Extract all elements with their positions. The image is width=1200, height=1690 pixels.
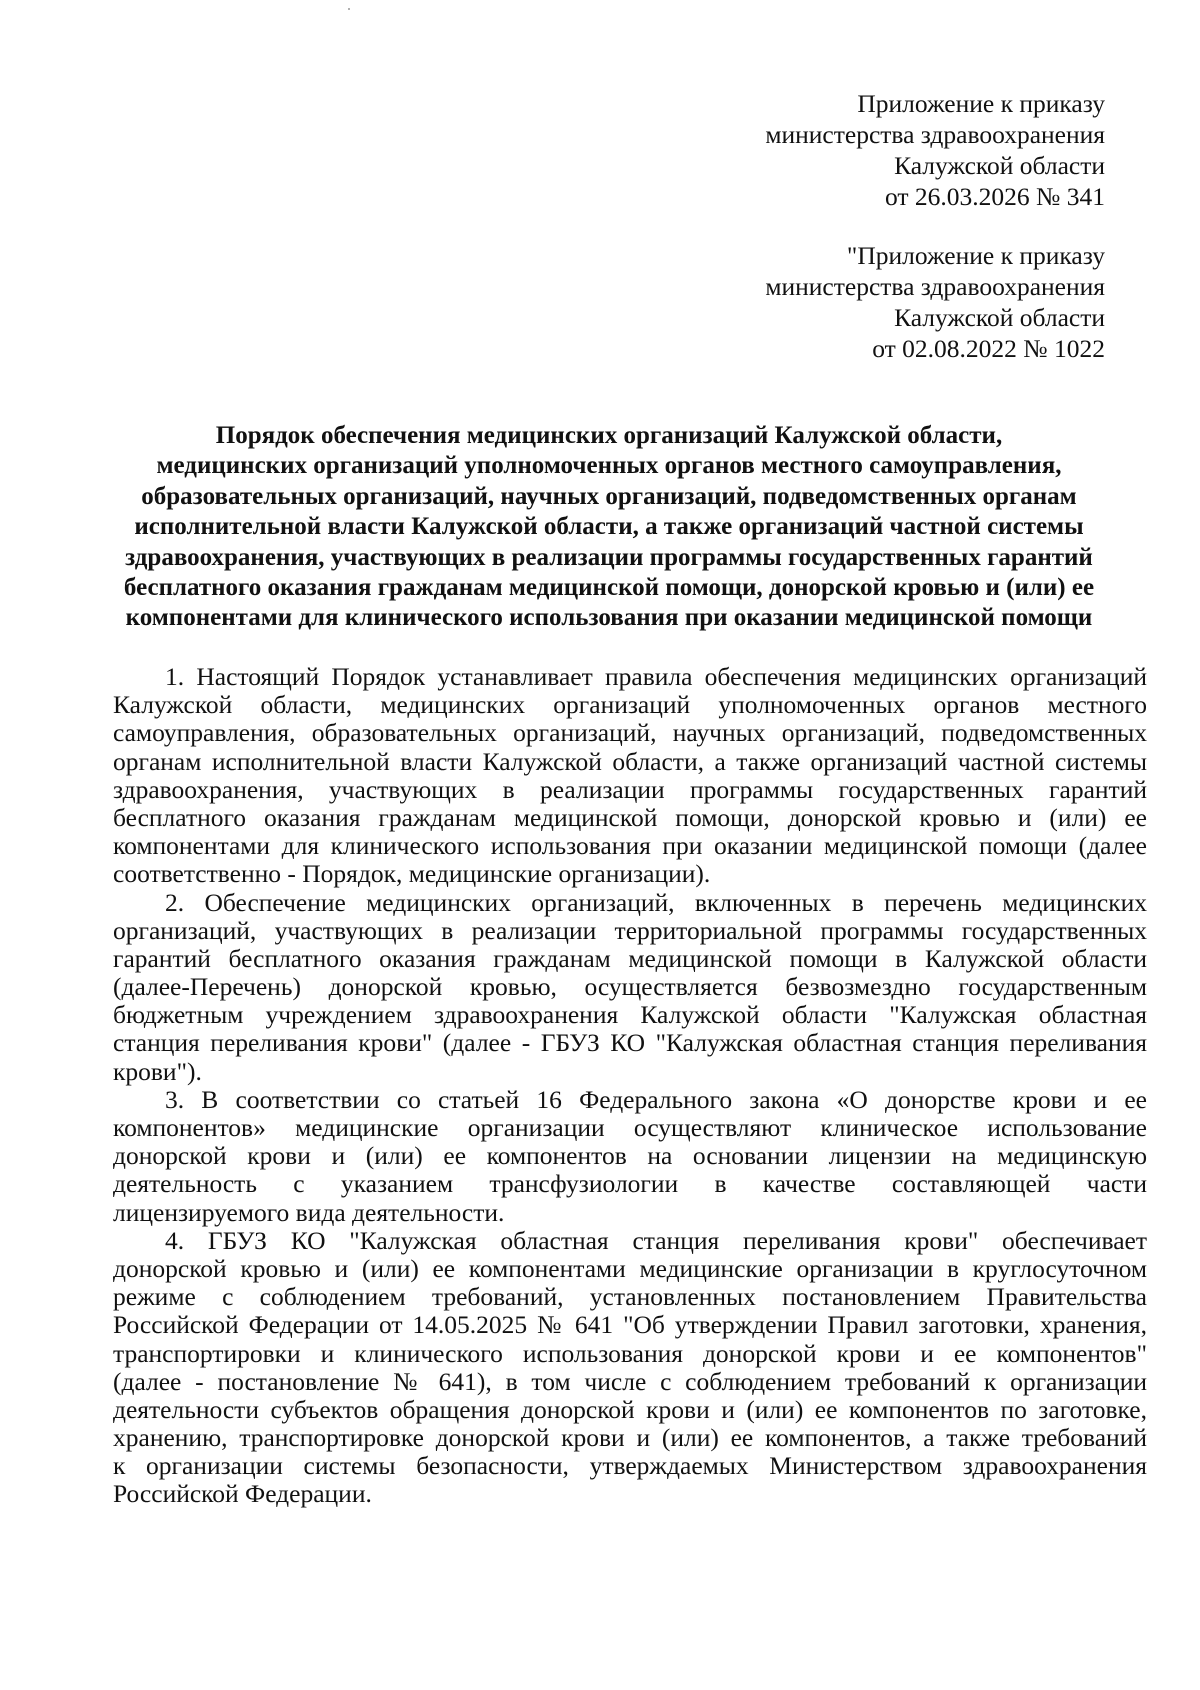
paragraph-line: станция переливания крови" (далее - ГБУЗ КО "Калужская областная станция переливания xyxy=(113,1028,1147,1058)
paragraph-line: здравоохранения, участвующих в реализации программы государственных гарантий xyxy=(113,774,1147,804)
paragraph-line: транспортировки и клинического использования донорской крови и ее компонентов" xyxy=(113,1338,1147,1368)
paragraph-2 xyxy=(113,889,1147,1086)
paragraph-line: 2. Обеспечение медицинских организаций, включенных в перечень медицинских xyxy=(165,887,1147,917)
paragraph-line: крови"). xyxy=(113,1056,202,1086)
paragraph-line: хранению, транспортировке донорской крови и (или) ее компонентов, а также требований xyxy=(113,1423,1147,1453)
paragraph-line: компонентами для клинического использования при оказании медицинской помощи (далее xyxy=(113,831,1147,861)
title-line: исполнительной власти Калужской области, а также организаций частной системы xyxy=(134,513,1084,541)
title-line: здравоохранения, участвующих в реализации программы государственных гарантий xyxy=(125,543,1093,571)
title-line: образовательных организаций, научных организаций, подведомственных органам xyxy=(141,482,1077,510)
paragraph-line: донорской кровью и (или) ее компонентами медицинские организации в круглосуточном xyxy=(113,1253,1147,1283)
title-line: Порядок обеспечения медицинских организаций Калужской области, xyxy=(215,422,1003,449)
paragraph-line: режиме с соблюдением требований, установленных постановлением Правительства xyxy=(113,1282,1147,1312)
appendix-header-current xyxy=(765,88,1105,212)
paragraph-line: лицензируемого вида деятельности. xyxy=(113,1197,505,1227)
paragraph-line: компонентов» медицинские организации осуществляют клиническое использование xyxy=(113,1113,1147,1142)
paragraph-line: органам исполнительной власти Калужской области, а также организаций частной системы xyxy=(113,746,1147,776)
paragraph-line: бюджетным учреждением здравоохранения Калужской области "Калужская областная xyxy=(113,1000,1147,1030)
paragraph-line: самоуправления, образовательных организаций, научных организаций, подведомственных xyxy=(113,718,1147,748)
appendix-line: Калужской области xyxy=(894,303,1105,332)
title-line: компонентами для клинического использования при оказании медицинской помощи xyxy=(125,604,1093,632)
paragraph-line: Российской Федерации. xyxy=(113,1479,372,1509)
appendix-line: министерства здравоохранения xyxy=(765,272,1105,301)
document-body xyxy=(113,663,1147,1509)
appendix-header-previous xyxy=(765,240,1105,364)
paragraph-line: деятельность с указанием трансфузиологии в качестве составляющей части xyxy=(113,1169,1147,1199)
paragraph-line: 4. ГБУЗ КО "Калужская областная станция переливания крови" обеспечивает xyxy=(165,1225,1147,1255)
document-title xyxy=(108,421,1110,634)
paragraph-3 xyxy=(113,1086,1147,1227)
appendix-line: от 02.08.2022 № 1022 xyxy=(872,334,1105,363)
paragraph-line: 3. В соответствии со статьей 16 Федерального закона «О донорстве крови и ее xyxy=(165,1084,1147,1114)
paragraph-line: к организации системы безопасности, утверждаемых Министерством здравоохранения xyxy=(113,1451,1147,1481)
paragraph-line: бесплатного оказания гражданам медицинской помощи, донорской кровью и (или) ее xyxy=(113,802,1147,832)
paragraph-line: деятельности субъектов обращения донорской крови и (или) ее компонентов по заготовке, xyxy=(113,1394,1147,1424)
paragraph-line: Российской Федерации от 14.05.2025 № 641 "Об утверждении Правил заготовки, хранения, xyxy=(113,1310,1147,1340)
paragraph-1 xyxy=(113,663,1147,889)
appendix-line: Приложение к приказу xyxy=(857,89,1105,118)
paragraph-line: (далее-Перечень) донорской кровью, осуществляется безвозмездно государственным xyxy=(113,972,1147,1002)
title-line: медицинских организаций уполномоченных органов местного самоуправления, xyxy=(156,452,1062,480)
paragraph-line: 1. Настоящий Порядок устанавливает правила обеспечения медицинских организаций xyxy=(165,662,1147,691)
paragraph-line: организаций, участвующих в реализации территориальной программы государственных xyxy=(113,915,1147,945)
paragraph-line: донорской крови и (или) ее компонентов на основании лицензии на медицинскую xyxy=(113,1141,1147,1171)
appendix-line: от 26.03.2026 № 341 xyxy=(884,182,1105,211)
paragraph-line: гарантий бесплатного оказания гражданам медицинской помощи в Калужской области xyxy=(113,943,1147,973)
appendix-line: Калужской области xyxy=(894,151,1105,180)
paragraph-4 xyxy=(113,1227,1147,1509)
paragraph-line: Калужской области, медицинских организаций уполномоченных органов местного xyxy=(113,690,1147,720)
appendix-line: "Приложение к приказу xyxy=(846,241,1105,270)
scan-speck xyxy=(348,8,350,10)
appendix-line: министерства здравоохранения xyxy=(765,120,1105,149)
paragraph-line: соответственно - Порядок, медицинские организации). xyxy=(113,859,711,889)
paragraph-line: (далее - постановление № 641), в том числе с соблюдением требований к организации xyxy=(113,1366,1147,1396)
title-line: бесплатного оказания гражданам медицинской помощи, донорской кровью и (или) ее xyxy=(123,574,1095,602)
